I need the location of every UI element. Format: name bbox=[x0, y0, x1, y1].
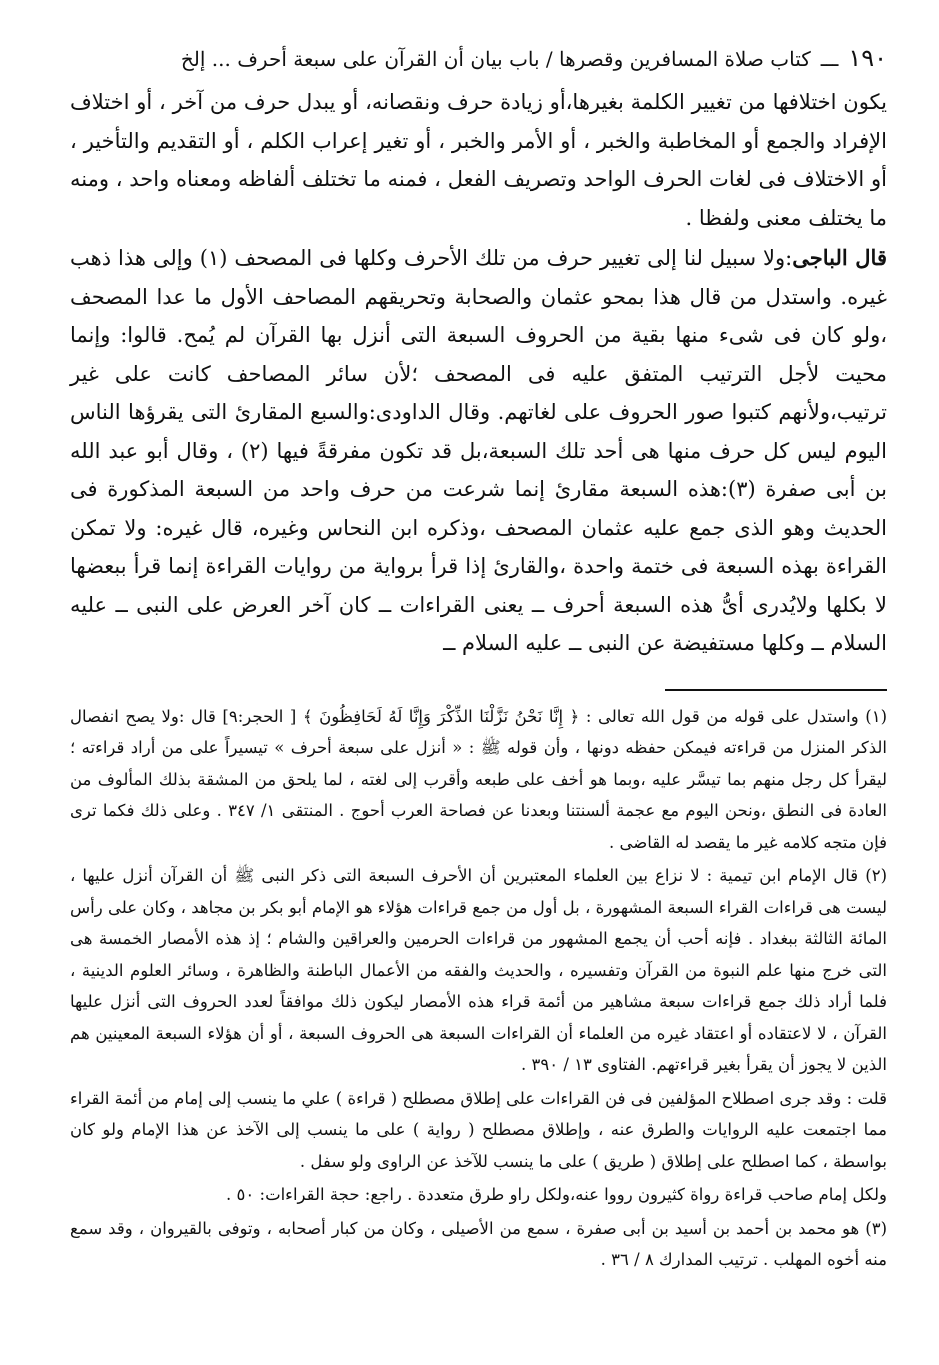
footnote-2: (٢) قال الإمام ابن تيمية : لا نزاع بين العلماء المعتبرين أن الأحرف السبعة التى ذكر النبى ﷺ أن القرآن أنزل عليها ، ليست هى قراءات القراء السبعة المشهورة ، بل أول من جمع قراءات هؤلاء هو الإمام أبو بكر بن مجاهد ، وكان على رأس المائة الثالثة ببغداد . فإنه أحب أن يجمع المشهور من قراءات الحرمين والعراقين والشام ؛ إذ هذه الأمصار الخمسة هى التى خرج منها علم النبوة من القرآن وتفسيره ، والحديث والفقه من الأعمال الباطنة والظاهرة ، وسائر العلوم الدينية ، فلما أراد ذلك جمع قراءات سبعة مشاهير من أئمة قراء هذه الأمصار ليكون ذلك موافقاً لعدد الحروف التى أنزل عليها القرآن ، لا لاعتقاده أو اعتقاد غيره من العلماء أن القراءات السبعة هى الحروف السبعة ، أو أن هؤلاء السبعة المعينين هم الذين لا يجوز أن يقرأ بغير قراءتهم. الفتاوى ١٣ / ٣٩٠ . bbox=[70, 866, 887, 1074]
footnote-3: (٣) هو محمد بن أحمد بن أسيد بن أبى صفرة ، سمع من الأصيلى ، وكان من كبار أصحابه ، وتوفى بالقيروان ، وقد سمع منه أخوه المهلب . ترتيب المدارك ٨ / ٣٦ . bbox=[70, 1218, 887, 1269]
header-title: كتاب صلاة المسافرين وقصرها / باب بيان أن القرآن على سبعة أحرف ... إلخ bbox=[180, 47, 811, 71]
paragraph-2-body: :ولا سبيل لنا إلى تغيير حرف من تلك الأحرف وكلها فى المصحف (١) وإلى هذا ذهب غيره. واستدل من قال هذا بمحو عثمان والصحابة وتحريقهم المصاحف الأول ما عدا المصحف ،ولو كان فى شىء منها بقية من الحروف السبعة التى أنزل بها القرآن لم يُمح. قالوا: وإنما محيت لأجل الترتيب المتفق عليه فى المصحف ؛لأن سائر المصاحف كانت على غير ترتيب،ولأنهم كتبوا صور الحروف على لغاتهم. وقال الداودى:والسبع المقارئ التى يقرؤها الناس اليوم ليس كل حرف منها هى أحد تلك السبعة،بل قد تكون مفرقةً فيها (٢) ، وقال أبو عبد الله بن أبى صفرة (٣):هذه السبعة مقارئ إنما شرعت من حرف واحد من السبعة المذكورة فى الحديث وهو الذى جمع عليه عثمان المصحف ،وذكره ابن النحاس وغيره، قال غيره: ولا تمكن القراءة بهذه السبعة فى ختمة واحدة ،والقارئ إذا قرأ برواية من روايات القراءة إنما قرأ ببعضها لا بكلها ولايُدرى أىُّ هذه السبعة أحرف ــ يعنى القراءات ــ كان آخر العرض على النبى ــ عليه السلام ــ وكلها مستفيضة عن النبى ــ عليه السلام ــ bbox=[70, 246, 888, 655]
footnote-2-note: قلت : وقد جرى اصطلاح المؤلفين فى فن القراءات على إطلاق مصطلح ( قراءة ) علي ما ينسب إلى إمام من أئمة القراء مما اجتمعت عليه الروايات والطرق عنه ، وإطلاق مصطلح ( رواية ) على ما ينسب إلى الآخذ عن هذا الإمام ولو كان بواسطة ، كما اصطلح على إطلاق ( طريق ) على ما ينسب للآخذ عن الراوى ولو سفل . bbox=[70, 1088, 887, 1171]
footnote-2-note-cont: ولكل إمام صاحب قراءة رواة كثيرون رووا عنه،ولكل راو طرق متعددة . راجع: حجة القراءات: ٥٠ . bbox=[226, 1185, 887, 1204]
paragraph-2-label: قال الباجى bbox=[792, 245, 887, 270]
footnote-1: (١) واستدل على قوله من قول الله تعالى : ﴿ إِنَّا نَحْنُ نَزَّلْنَا الذِّكْرَ وَإِنَّا لَهُ لَحَافِظُونَ ﴾ [ الحجر:٩] قال :ولا يصح انفصال الذكر المنزل من قراءته فيمكن حفظه دونها ، وأن قوله ﷺ : « أنزل على سبعة أحرف » تيسيراً على من أراد قراءته ؛ ليقرأ كل رجل منهم بما تيسَّر عليه ،وبما هو أخف على طبعه وأقرب إلى لغته ، لما يلحق من المشقة بذلك المألوف من العادة فى النطق ،ونحن اليوم مع عجمة ألسنتنا وبعدنا عن فصاحة العرب أحوج . المنتقى ١/ ٣٤٧ . وعلى ذلك فكما ترى فإن متجه كلامه غير ما يقصد له القاضى . bbox=[70, 706, 888, 852]
paragraph-1: يكون اختلافها من تغيير الكلمة بغيرها،أو زيادة حرف ونقصانه، أو يبدل حرف من آخر ، أو اختلاف الإفراد والجمع أو المخاطبة والخبر ، أو الأمر والخبر ، أو تغير إعراب الكلم ، أو التقديم والتأخير ، أو الاختلاف فى لغات الحرف الواحد وتصريف الفعل ، فمنه ما تختلف ألفاظه ومعناه واحد ، ومنه ما يختلف معنى ولفظا . bbox=[70, 90, 887, 230]
page-number: ١٩٠ bbox=[848, 44, 887, 72]
footnote-divider bbox=[665, 689, 887, 691]
footnotes bbox=[70, 701, 887, 1276]
running-header bbox=[70, 40, 887, 77]
paragraph-2 bbox=[70, 239, 887, 663]
main-text bbox=[70, 83, 887, 663]
header-dash: ـــ bbox=[820, 47, 839, 71]
